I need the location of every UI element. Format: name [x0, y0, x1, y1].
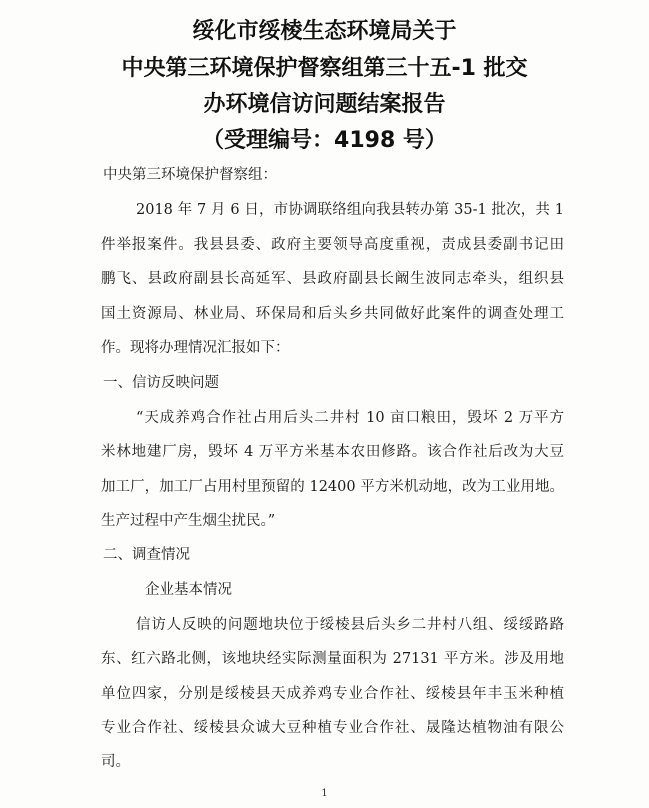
section1-line-3: 加工厂，加工厂占用村里预留的 12400 平方米机动地，改为工业用地。: [101, 479, 564, 495]
section1-line-4: 生产过程中产生烟尘扰民。”: [101, 513, 276, 529]
title-line-2: 中央第三环境保护督察组第三十五-1 批交: [121, 56, 528, 81]
intro-line-3: 鹏飞、县政府副县长高延军、县政府副县长阚生波同志牵头，组织县: [101, 271, 564, 287]
section2-line-2: 东、红六路北侧，该地块经实际测量面积为 27131 平方米。涉及用地: [101, 651, 564, 667]
intro-line-4: 国土资源局、林业局、环保局和后头乡共同做好此案件的调查处理工: [101, 306, 564, 322]
section1-line-2: 米林地建厂房，毁坏 4 万平方米基本农田修路。该合作社后改为大豆: [101, 444, 564, 460]
section2-line-4: 专业合作社、绥棱县众诚大豆种植专业合作社、晟隆达植物油有限公: [101, 720, 564, 736]
section1-line-1: “天成养鸡合作社占用后头二井村 10 亩口粮田，毁坏 2 万平方: [136, 410, 564, 426]
title-line-4: （受理编号：4198 号）: [202, 128, 447, 153]
section2-heading: 二、调查情况: [103, 547, 190, 563]
title-line-3: 办环境信访问题结案报告: [203, 92, 446, 117]
title-line-1: 绥化市绥棱生态环境局关于: [192, 19, 457, 44]
section2-line-1: 信访人反映的问题地块位于绥棱县后头乡二井村八组、绥绥路路: [136, 617, 564, 633]
section1-heading: 一、信访反映问题: [103, 375, 219, 391]
intro-line-5: 作。现将办理情况汇报如下：: [101, 340, 290, 356]
section2-line-3: 单位四家，分别是绥棱县天成养鸡专业合作社、绥棱县年丰玉米种植: [101, 686, 564, 702]
intro-line-2: 件举报案件。我县县委、政府主要领导高度重视，责成县委副书记田: [101, 237, 564, 253]
section2-line-5: 司。: [101, 754, 130, 770]
addressee: 中央第三环境保护督察组：: [103, 167, 277, 183]
section2-subheading: 企业基本情况: [145, 582, 232, 598]
page-number: 1: [321, 788, 328, 799]
intro-line-1: 2018 年 7 月 6 日，市协调联络组向我县转办第 35-1 批次，共 1: [136, 202, 564, 218]
